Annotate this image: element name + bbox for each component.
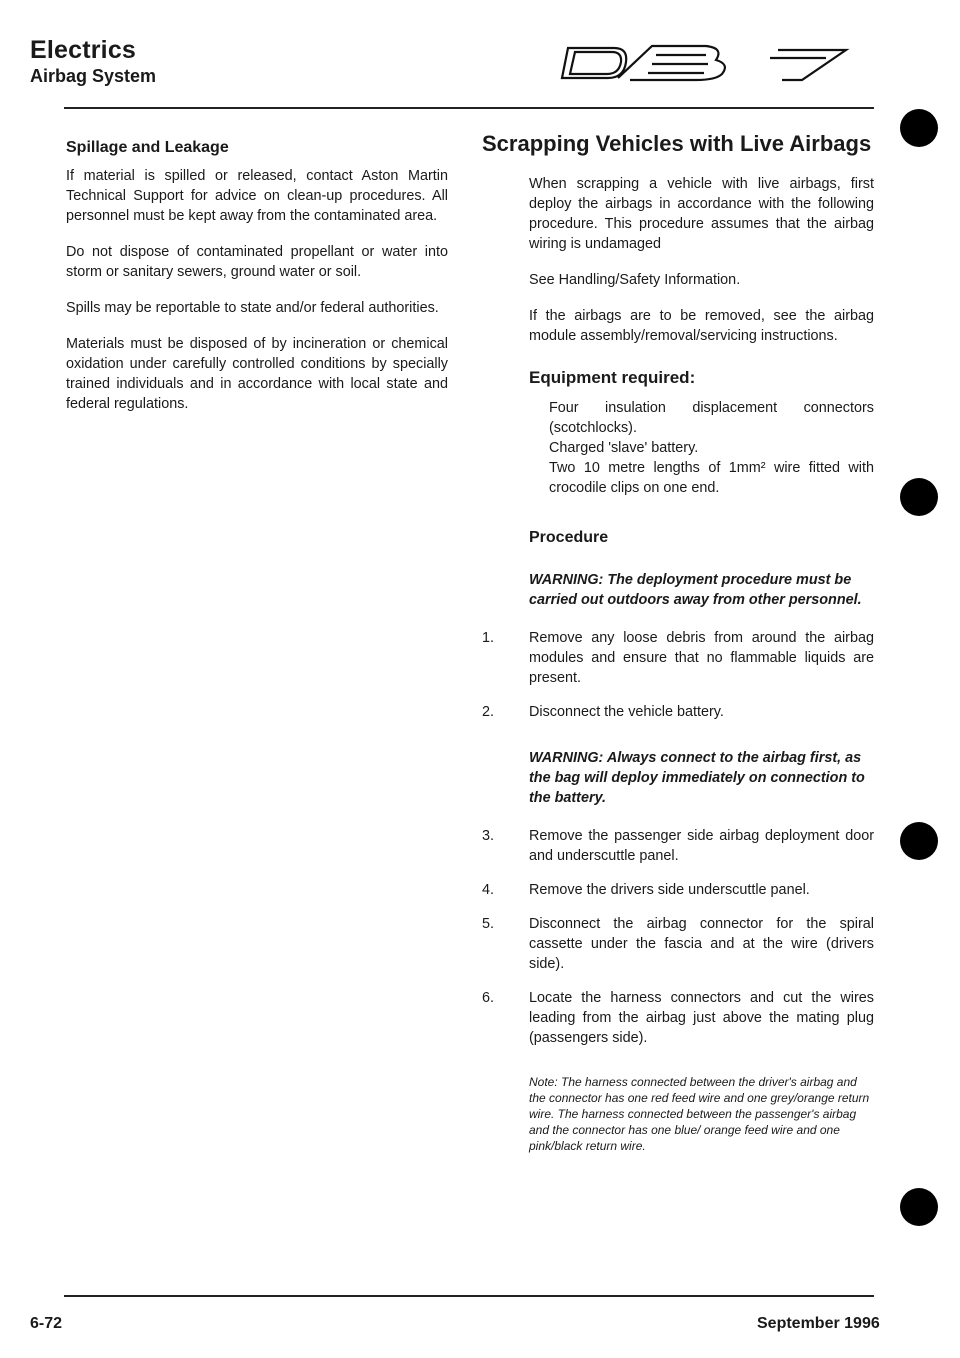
step-text: Disconnect the airbag connector for the spiral cassette under the fascia and at the wire (drivers side). [529, 916, 874, 972]
paragraph: Do not dispose of contaminated propellant or water into storm or sanitary sewers, ground water or soil. [66, 244, 448, 280]
step-text: Remove the drivers side underscuttle panel. [529, 882, 810, 898]
warning-label: WARNING: [529, 572, 604, 588]
step-number: 2. [482, 704, 495, 720]
warning [529, 570, 874, 610]
publication-date: September 1996 [757, 1315, 880, 1332]
paragraph: If the airbags are to be removed, see the airbag module assembly/removal/servicing instructions. [529, 308, 874, 344]
procedure-heading: Procedure [529, 529, 609, 546]
footer-rule [64, 1295, 874, 1297]
step-text: Locate the harness connectors and cut the wires leading from the airbag just above the mating plug (passengers side). [529, 990, 874, 1046]
section-title: Electrics [30, 36, 137, 64]
step-text: Disconnect the vehicle battery. [529, 704, 724, 720]
wiring-note: Note: The harness connected between the driver's airbag and the connector has one red feed wire and one grey/orange return wire. The harness connected between the passenger's airbag and the connector has one blue/ orange feed wire and one pink/black return wire. [529, 1075, 870, 1153]
equipment-heading: Equipment required: [529, 368, 696, 387]
step-text: Remove any loose debris from around the airbag modules and ensure that no flammable liquids are present. [529, 630, 874, 686]
step [482, 826, 874, 866]
left-column [66, 138, 448, 430]
spillage-heading: Spillage and Leakage [66, 139, 229, 156]
punch-hole [900, 109, 938, 147]
step [482, 880, 874, 900]
warning [529, 748, 874, 808]
equipment-item: Four insulation displacement connectors (scotchlocks). [549, 400, 874, 436]
step-number: 1. [482, 630, 495, 646]
paragraph: See Handling/Safety Information. [529, 272, 741, 288]
warning-text: Always connect to the airbag first, as the bag will deploy immediately on connection to the battery. [529, 750, 865, 806]
paragraph: Materials must be disposed of by incineration or chemical oxidation under carefully controlled conditions by specially trained individuals and in accordance with local state and federal regulations. [66, 336, 448, 412]
step [482, 628, 874, 688]
paragraph: When scrapping a vehicle with live airbags, first deploy the airbags in accordance with the following procedure. This procedure assumes that the airbag wiring is undamaged [529, 176, 874, 252]
equipment-list [482, 398, 874, 498]
paragraph: Spills may be reportable to state and/or federal authorities. [66, 300, 439, 316]
intro-block [482, 174, 874, 346]
step-text: Remove the passenger side airbag deployment door and underscuttle panel. [529, 828, 874, 864]
step-number: 6. [482, 990, 495, 1006]
step-number: 3. [482, 828, 495, 844]
step-number: 4. [482, 882, 495, 898]
punch-hole [900, 822, 938, 860]
warning-text: The deployment procedure must be carried out outdoors away from other personnel. [529, 572, 862, 608]
equipment-item: Two 10 metre lengths of 1mm² wire fitted with crocodile clips on one end. [549, 460, 874, 496]
step [482, 702, 874, 722]
equipment-item: Charged 'slave' battery. [549, 440, 699, 456]
page-number: 6-72 [30, 1315, 63, 1332]
paragraph: If material is spilled or released, contact Aston Martin Technical Support for advice on clean-up procedures. All personnel must be kept away from the contaminated area. [66, 168, 448, 224]
warning-label: WARNING: [529, 750, 604, 766]
scrapping-heading: Scrapping Vehicles with Live Airbags [482, 131, 872, 156]
punch-hole [900, 1188, 938, 1226]
step [482, 914, 874, 974]
subsection-title: Airbag System [30, 66, 157, 86]
punch-hole [900, 478, 938, 516]
step [482, 988, 874, 1048]
header-rule [64, 107, 874, 109]
step-number: 5. [482, 916, 495, 932]
db7-logo [556, 42, 856, 82]
right-column [482, 131, 874, 1154]
